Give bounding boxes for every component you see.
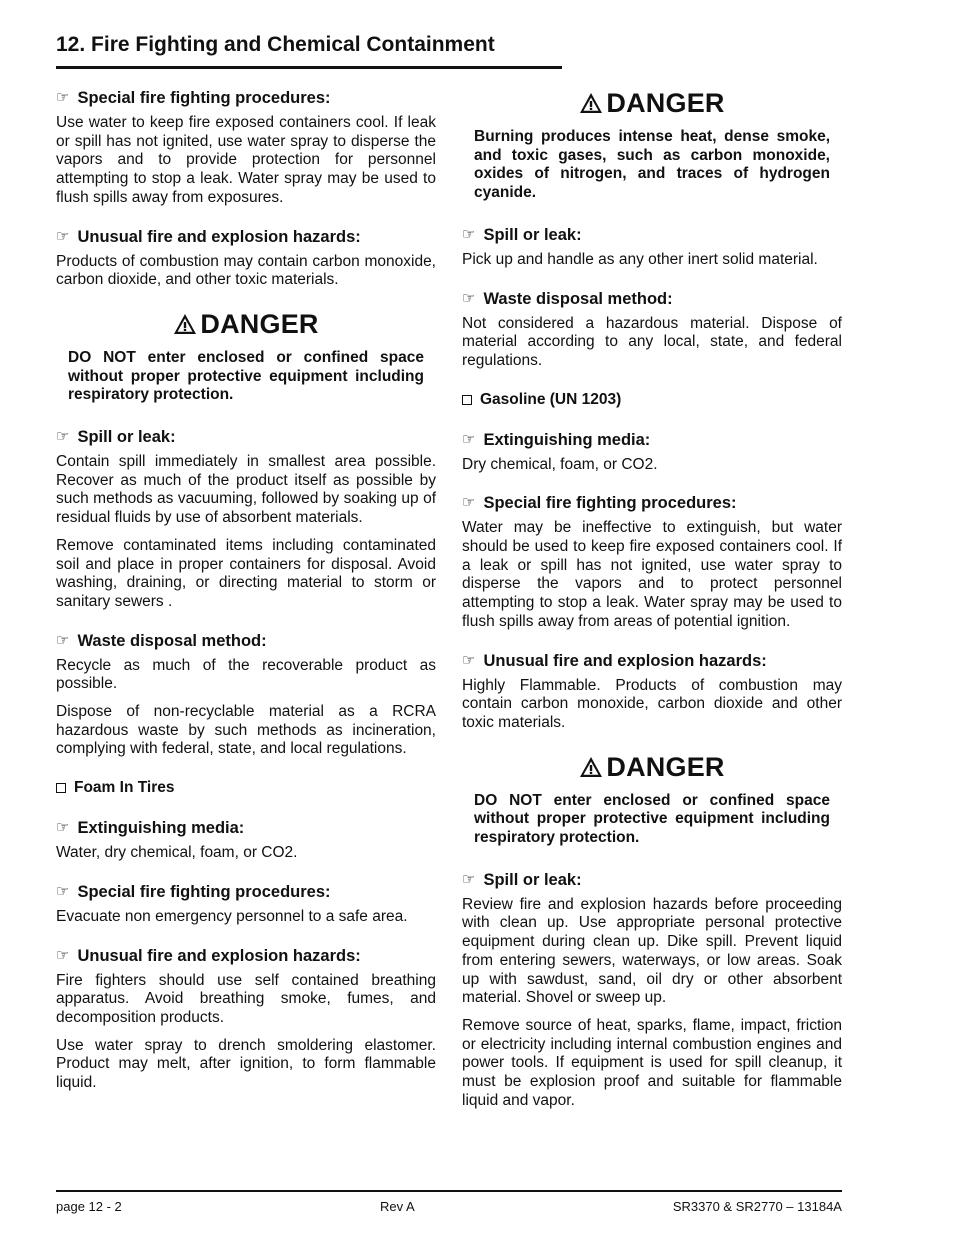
section-text: Contain spill immediately in smallest area possible. Recover as much of the product itself as possible by such methods as vacuuming, followed by soaking up of residual fluids by use of absorbent materials. (56, 453, 436, 527)
page-title: 12. Fire Fighting and Chemical Containment (56, 33, 495, 56)
right-column (462, 88, 842, 1130)
section-heading: ☞ Spill or leak: (56, 428, 176, 447)
section-text: Remove source of heat, sparks, flame, impact, friction or electricity including internal combustion engines and power tools. If equipment is used for spill cleanup, it must be explosion proof and suitable for flammable liquid and vapor. (462, 1016, 842, 1109)
section-heading: ☞ Spill or leak: (462, 870, 582, 889)
pointing-hand-icon: ☞ (56, 428, 70, 446)
section-text: Recycle as much of the recoverable product as possible. (56, 656, 436, 693)
product-heading: Foam In Tires (56, 778, 436, 798)
section-text: Review fire and explosion hazards before proceeding with clean up. Use appropriate personal protective equipment during clean up. Dike spill. Prevent liquid from entering sewers, waterways, or low areas. Soak up with sawdust, sand, oil dry or other absorbent material. Shovel or sweep up. (462, 895, 842, 1007)
section-heading: ☞ Spill or leak: (462, 225, 582, 244)
pointing-hand-icon: ☞ (462, 870, 476, 888)
danger-title: DANGER (56, 309, 436, 339)
section-heading: ☞ Unusual fire and explosion hazards: (56, 227, 361, 246)
section-heading: ☞ Extinguishing media: (462, 430, 651, 449)
warning-triangle-icon (173, 313, 197, 335)
section-heading: ☞ Waste disposal method: (462, 289, 673, 308)
document-id: SR3370 & SR2770 – 13184A (672, 1199, 842, 1214)
pointing-hand-icon: ☞ (56, 631, 70, 649)
checkbox-icon (56, 783, 66, 793)
page-header (56, 32, 562, 69)
section-heading: ☞ Special fire fighting procedures: (56, 89, 331, 107)
section-text: Products of combustion may contain carbon monoxide, carbon dioxide, and other toxic materials. (56, 252, 436, 289)
pointing-hand-icon: ☞ (462, 289, 476, 307)
pointing-hand-icon: ☞ (462, 651, 476, 669)
section-heading: ☞ Unusual fire and explosion hazards: (462, 651, 767, 670)
danger-text: DO NOT enter enclosed or confined space without proper protective equipment including respiratory protection. (474, 791, 830, 847)
warning-triangle-icon (579, 756, 603, 778)
section-text: Evacuate non emergency personnel to a safe area. (56, 907, 408, 925)
pointing-hand-icon: ☞ (56, 882, 70, 900)
product-heading: Gasoline (UN 1203) (462, 390, 842, 410)
section-text: Not considered a hazardous material. Dispose of material according to any local, state, and federal regulations. (462, 314, 842, 369)
section-heading: ☞ Unusual fire and explosion hazards: (56, 946, 361, 965)
section-text: Fire fighters should use self contained breathing apparatus. Avoid breathing smoke, fumes, and decomposition products. (56, 971, 436, 1026)
section-text: Water, dry chemical, foam, or CO2. (56, 844, 298, 862)
danger-text: DO NOT enter enclosed or confined space without proper protective equipment including respiratory protection. (68, 348, 424, 404)
section-text: Use water to keep fire exposed containers cool. If leak or spill has not ignited, use water spray to disperse the vapors and to provide protection for personnel attempting to stop a leak. Water spray may be used to flush spills away from exposures. (56, 114, 436, 206)
left-column (56, 88, 436, 1112)
section-text: Water may be ineffective to extinguish, but water should be used to keep fire exposed containers cool. If a leak or spill has not ignited, use water spray to disperse the vapors and to protect personnel attempting to stop a leak. Water spray may be used to flush spills away from areas of potential ignition. (462, 519, 842, 630)
section-text: Remove contaminated items including contaminated soil and place in proper containers for disposal. Avoid washing, draining, or directing material to storm or sanitary sewers . (56, 536, 436, 610)
pointing-hand-icon: ☞ (56, 946, 70, 964)
danger-title: DANGER (462, 88, 842, 118)
warning-triangle-icon (579, 92, 603, 114)
danger-title: DANGER (462, 752, 842, 782)
section-heading: ☞ Special fire fighting procedures: (56, 882, 331, 901)
revision: Rev A (379, 1199, 415, 1214)
section-heading: ☞ Extinguishing media: (56, 819, 245, 838)
section-heading: ☞ Waste disposal method: (56, 631, 267, 650)
page-footer (56, 1190, 842, 1215)
pointing-hand-icon: ☞ (56, 89, 70, 106)
section-text: Dispose of non-recyclable material as a RCRA hazardous waste by such methods as incineration, complying with federal, state, and local regulations. (56, 703, 436, 758)
checkbox-icon (462, 395, 472, 405)
page-number: page 12 - 2 (56, 1199, 122, 1214)
pointing-hand-icon: ☞ (56, 819, 70, 837)
section-text: Dry chemical, foam, or CO2. (462, 455, 658, 473)
pointing-hand-icon: ☞ (462, 494, 476, 512)
section-text: Use water spray to drench smoldering elastomer. Product may melt, after ignition, to form flammable liquid. (56, 1036, 436, 1092)
pointing-hand-icon: ☞ (462, 430, 476, 448)
pointing-hand-icon: ☞ (462, 225, 476, 243)
danger-text: Burning produces intense heat, dense smoke, and toxic gases, such as carbon monoxide, oxides of nitrogen, and traces of hydrogen cyanide. (474, 128, 830, 202)
section-text: Pick up and handle as any other inert solid material. (462, 250, 818, 268)
pointing-hand-icon: ☞ (56, 227, 70, 245)
section-heading: ☞ Special fire fighting procedures: (462, 494, 737, 513)
section-text: Highly Flammable. Products of combustion may contain carbon monoxide, carbon dioxide and other toxic materials. (462, 676, 842, 731)
